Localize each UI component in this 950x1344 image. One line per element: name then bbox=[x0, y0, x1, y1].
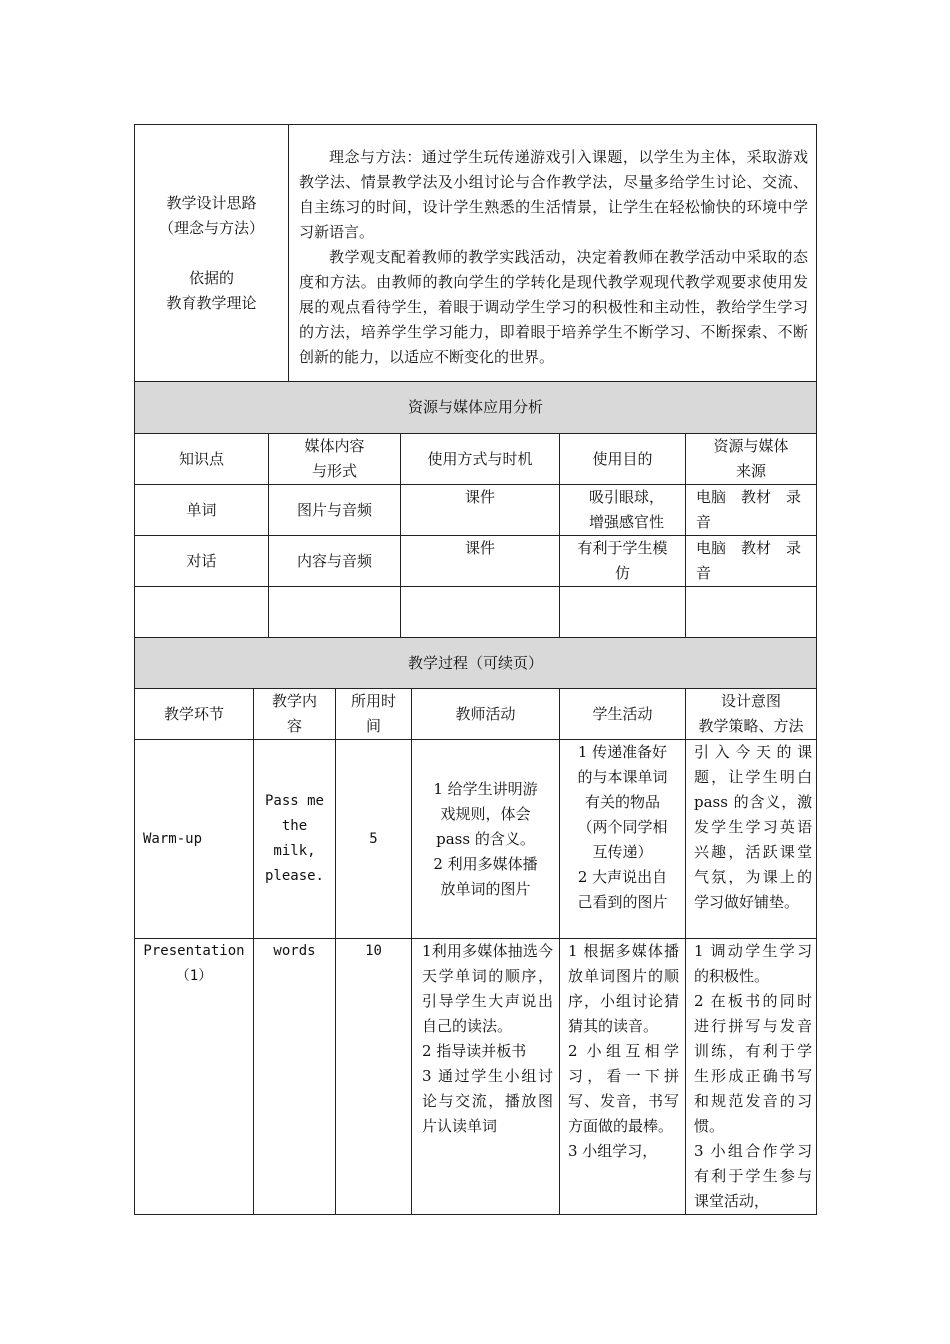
process-content-cell: Pass me the milk, please. bbox=[254, 740, 336, 939]
resources-header-cell: 媒体内容 与形式 bbox=[269, 434, 401, 485]
process-teacher-cell: 1利用多媒体抽选今天学单词的顺序，引导学生大声说出自己的读法。 2 指导读并板书 3 通过学生小组讨论与交流，播放图片认读单词 bbox=[412, 939, 560, 1215]
design-left-cell bbox=[135, 125, 289, 382]
design-label-2: （理念与方法） bbox=[158, 218, 264, 237]
resources-cell: 有利于学生模 仿 bbox=[560, 536, 686, 587]
resources-cell: 单词 bbox=[135, 485, 269, 536]
resources-header-cell: 知识点 bbox=[135, 434, 269, 485]
design-label-3: 依据的 bbox=[188, 268, 234, 287]
resources-header-cell: 使用方式与时机 bbox=[401, 434, 560, 485]
process-time-cell: 10 bbox=[336, 939, 412, 1215]
resources-cell: 图片与音频 bbox=[269, 485, 401, 536]
resources-cell bbox=[686, 587, 817, 639]
resources-cell: 课件 bbox=[401, 536, 560, 587]
resources-section-title: 资源与媒体应用分析 bbox=[135, 382, 817, 434]
resources-row bbox=[135, 536, 817, 587]
process-header-cell: 教学内 容 bbox=[254, 689, 336, 740]
resources-table bbox=[134, 381, 817, 639]
process-header-cell: 所用时 间 bbox=[336, 689, 412, 740]
resources-row bbox=[135, 485, 817, 536]
process-stage-cell: Presentation （1） bbox=[135, 939, 254, 1215]
process-time-cell: 5 bbox=[336, 740, 412, 939]
process-section-title: 教学过程（可续页） bbox=[135, 638, 817, 689]
process-student-cell: 1 根据多媒体播放单词图片的顺序，小组讨论猜猜其的读音。 2 小组互相学习，看一下拼写、发音，书写方面做的最棒。 3 小组学习， bbox=[560, 939, 686, 1215]
process-table bbox=[134, 637, 817, 1215]
resources-cell bbox=[560, 587, 686, 639]
design-table bbox=[134, 124, 817, 382]
process-content-cell: words bbox=[254, 939, 336, 1215]
process-header-cell: 学生活动 bbox=[560, 689, 686, 740]
resources-cell: 电脑 教材 录 音 bbox=[686, 485, 817, 536]
resources-header-cell: 使用目的 bbox=[560, 434, 686, 485]
process-row bbox=[135, 740, 817, 939]
resources-cell bbox=[135, 587, 269, 639]
process-header-cell: 设计意图 教学策略、方法 bbox=[686, 689, 817, 740]
process-student-cell: 1 传递准备好 的与本课单词 有关的物品 （两个同学相 互传递） 2 大声说出自 己看到的图片 bbox=[560, 740, 686, 939]
design-paragraph-2: 教学观支配着教师的教学实践活动，决定着教师在教学活动中采取的态度和方法。由教师的教向学生的学转化是现代教学观现代教学观要求使用发展的观点看待学生，着眼于调动学生学习的积极性和主动性，教给学生学习的方法，培养学生学习能力，即着眼于培养学生不断学习、不断探索、不断创新的能力，以适应不断变化的世界。 bbox=[299, 247, 808, 366]
resources-cell: 对话 bbox=[135, 536, 269, 587]
resources-header-cell: 资源与媒体 来源 bbox=[686, 434, 817, 485]
process-intent-cell: 引入今天的课题，让学生明白 pass 的含义，激发学生学习英语兴趣，活跃课堂气氛，为课上的学习做好铺垫。 bbox=[686, 740, 817, 939]
design-paragraph-1: 理念与方法：通过学生玩传递游戏引入课题，以学生为主体，采取游戏教学法、情景教学法及小组讨论与合作教学法，尽量多给学生讨论、交流、自主练习的时间，设计学生熟悉的生活情景，让学生在轻松愉快的环境中学习新语言。 bbox=[299, 147, 808, 241]
resources-cell: 内容与音频 bbox=[269, 536, 401, 587]
process-teacher-cell: 1 给学生讲明游 戏规则，体会 pass 的含义。 2 利用多媒体播 放单词的图片 bbox=[412, 740, 560, 939]
resources-row bbox=[135, 587, 817, 639]
process-intent-cell: 1 调动学生学习的积极性。 2 在板书的同时进行拼写与发音训练，有利于学生形成正确书写和规范发音的习惯。 3 小组合作学习有利于学生参与课堂活动， bbox=[686, 939, 817, 1215]
resources-cell bbox=[401, 587, 560, 639]
design-text-cell bbox=[289, 125, 817, 382]
design-label-4: 教育教学理论 bbox=[166, 293, 257, 312]
process-header-cell: 教师活动 bbox=[412, 689, 560, 740]
resources-cell: 吸引眼球， 增强感官性 bbox=[560, 485, 686, 536]
process-row bbox=[135, 939, 817, 1215]
resources-cell bbox=[269, 587, 401, 639]
resources-cell: 课件 bbox=[401, 485, 560, 536]
process-header-cell: 教学环节 bbox=[135, 689, 254, 740]
resources-cell: 电脑 教材 录 音 bbox=[686, 536, 817, 587]
design-label-1: 教学设计思路 bbox=[166, 193, 257, 212]
process-stage-cell: Warm-up bbox=[135, 740, 254, 939]
